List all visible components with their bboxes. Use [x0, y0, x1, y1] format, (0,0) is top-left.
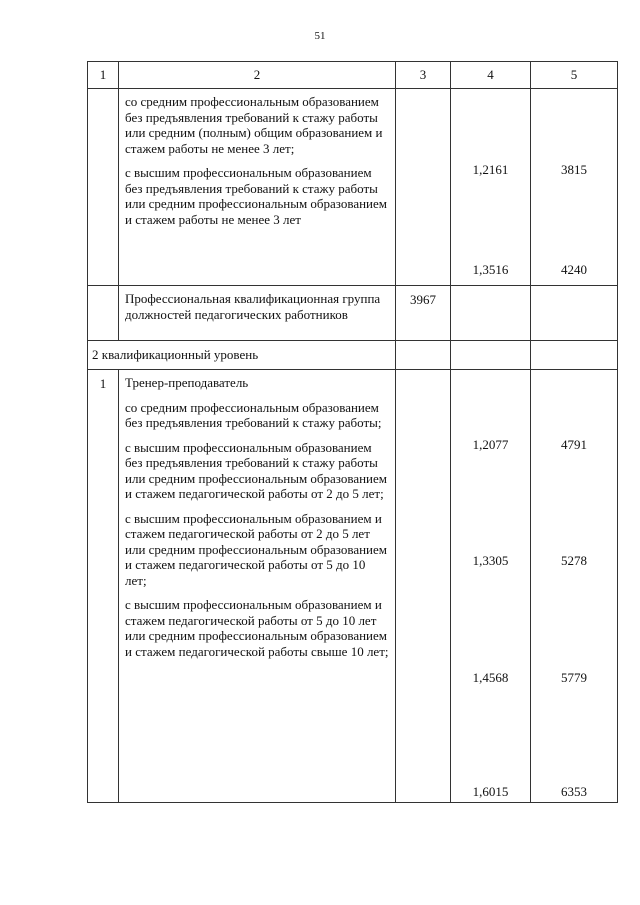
coefficient-value: 1,3516 — [472, 262, 509, 277]
coefficient-cell — [451, 341, 531, 370]
salary-value: 4791 — [561, 437, 587, 452]
base-cell — [396, 370, 451, 803]
coefficient-cell — [451, 286, 531, 341]
salary-table — [87, 61, 618, 803]
base-cell — [396, 89, 451, 286]
coefficient-value: 1,2161 — [472, 162, 509, 177]
header-cell: 3 — [396, 62, 451, 89]
table-header-row — [88, 62, 618, 89]
table-row — [88, 89, 618, 286]
coefficient-value: 1,3305 — [472, 553, 509, 568]
table-row — [88, 286, 618, 341]
salary-cell — [531, 89, 618, 286]
header-cell: 4 — [451, 62, 531, 89]
coefficient-cell — [451, 370, 531, 803]
group-cell — [119, 286, 396, 341]
table-row — [88, 370, 618, 803]
qualification-text: с высшим профессиональным образованием и стажем педагогической работы от 2 до 5 лет или средним профессиональным образованием и стажем педагогической работы от 5 до 10 лет; — [125, 510, 388, 588]
salary-value: 6353 — [561, 784, 587, 799]
header-cell: 5 — [531, 62, 618, 89]
qualification-cell — [119, 370, 396, 803]
qualification-text: с высшим профессиональным образованием и стажем педагогической работы от 5 до 10 лет или средним профессиональным образованием и стажем педагогической работы свыше 10 лет; — [125, 597, 389, 659]
salary-value: 5278 — [561, 553, 587, 568]
salary-cell — [531, 370, 618, 803]
row-index: 1 — [88, 370, 119, 803]
header-cell: 2 — [119, 62, 396, 89]
index-cell — [88, 286, 119, 341]
table-row — [88, 341, 618, 370]
salary-cell — [531, 286, 618, 341]
coefficient-value: 1,6015 — [472, 784, 509, 799]
base-cell — [396, 341, 451, 370]
qualification-text: с высшим профессиональным образованием без предъявления требований к стажу работы или средним профессиональным образованием и стажем педагогической работы от 2 до 5 лет; — [125, 439, 388, 501]
base-salary-value: 3967 — [396, 286, 451, 341]
coefficient-value: 1,4568 — [472, 670, 509, 685]
coefficient-value: 1,2077 — [472, 437, 509, 452]
qualification-text: с высшим профессиональным образованием без предъявления требований к стажу работы или средним профессиональным образованием и стажем работы не менее 3 лет — [125, 165, 388, 227]
level-label: 2 квалификационный уровень — [92, 347, 259, 362]
qualification-cell — [119, 89, 396, 286]
salary-value: 5779 — [561, 670, 587, 685]
header-cell: 1 — [88, 62, 119, 89]
qualification-text: со средним профессиональным образованием без предъявления требований к стажу работы или средним (полным) общим образованием и стажем работы не менее 3 лет; — [125, 94, 383, 156]
salary-value: 3815 — [561, 162, 587, 177]
coefficient-cell — [451, 89, 531, 286]
salary-cell — [531, 341, 618, 370]
group-name: Профессиональная квалификационная группа должностей педагогических работников — [125, 291, 381, 322]
page-number: 51 — [314, 30, 326, 42]
index-cell — [88, 89, 119, 286]
qualification-text: со средним профессиональным образованием без предъявления требований к стажу работы; — [125, 399, 382, 430]
salary-value: 4240 — [561, 262, 587, 277]
level-cell — [88, 341, 396, 370]
position-title: Тренер-преподаватель — [125, 375, 249, 390]
